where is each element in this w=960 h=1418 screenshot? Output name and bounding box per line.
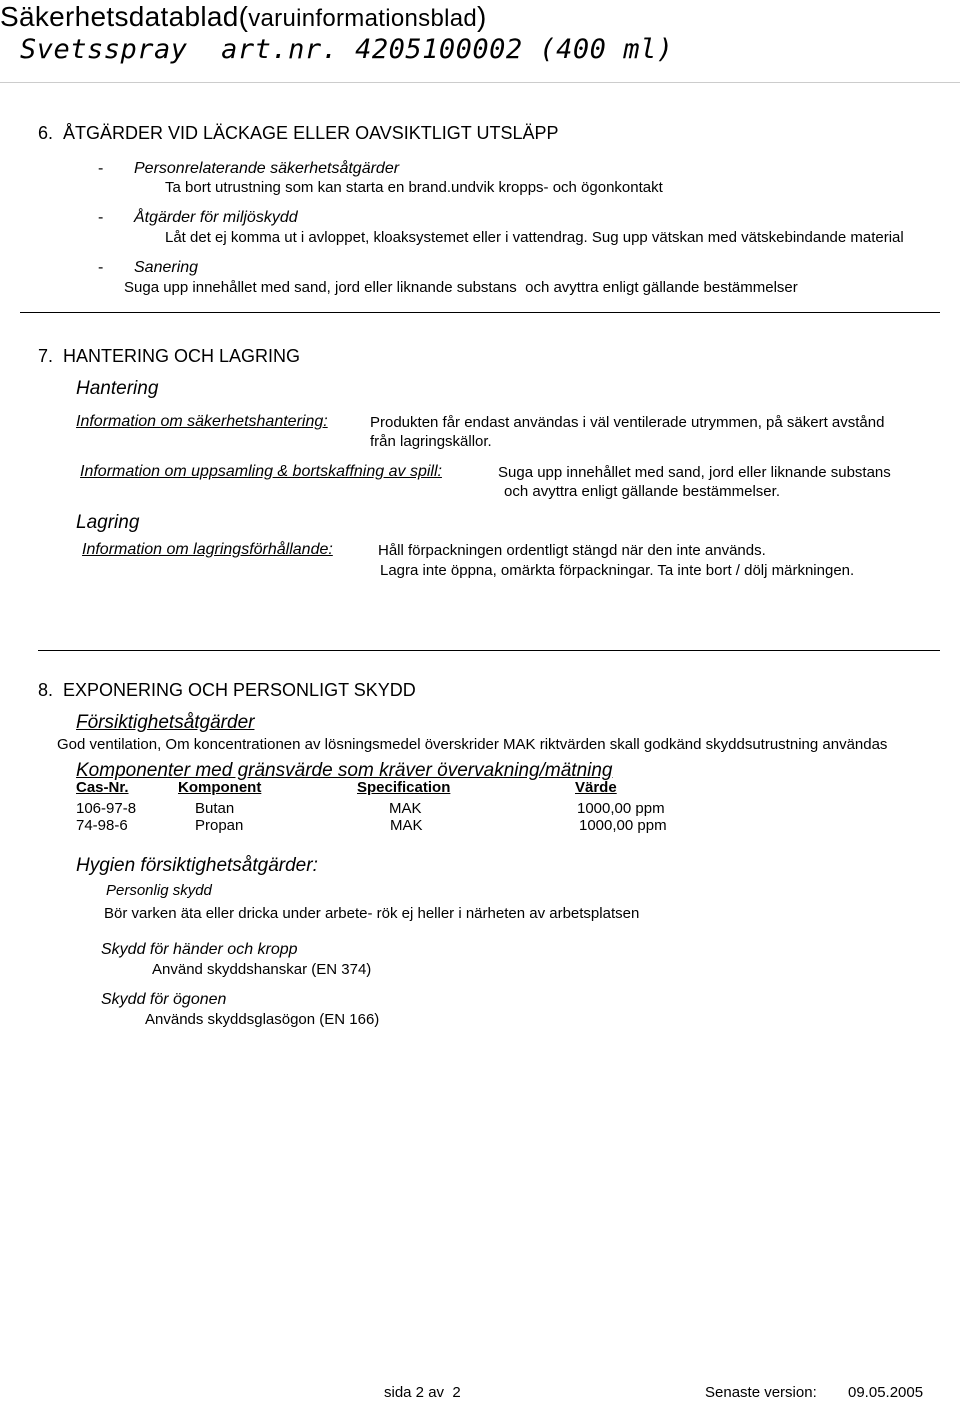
- info-storage-line2: Lagra inte öppna, omärkta förpackningar. Ta inte bort / dölj märkningen.: [380, 562, 855, 579]
- info-safety-label: Information om säkerhetshantering:: [76, 413, 328, 430]
- s6-item-3-label: [98, 259, 198, 277]
- section-6-divider: [20, 312, 940, 313]
- table-header-specification: Specification: [357, 779, 451, 796]
- s6-item-2-text: Låt det ej komma ut i avloppet, kloaksystemet eller i vattendrag. Sug upp vätskan med vätskebindande material: [165, 229, 904, 246]
- components-title: Komponenter med gränsvärde som kräver övervakning/mätning: [76, 760, 613, 781]
- table-row-2-spec: MAK: [390, 817, 423, 834]
- s6-item-1-text: Ta bort utrustning som kan starta en brand.undvik kropps- och ögonkontakt: [165, 179, 663, 196]
- document-title: [0, 0, 487, 36]
- s6-item-2-title: Åtgärder för miljöskydd: [134, 209, 298, 226]
- info-spill-label: Information om uppsamling & bortskaffning av spill:: [80, 463, 442, 480]
- hands-protection-text: Använd skyddshanskar (EN 374): [152, 961, 372, 978]
- s6-item-3-title: Sanering: [134, 259, 199, 276]
- personal-protection-text: Bör varken äta eller dricka under arbete- rök ej heller i närheten av arbetsplatsen: [104, 905, 640, 922]
- page-number: sida 2 av 2: [384, 1384, 461, 1401]
- s6-item-2-dash: -: [98, 209, 104, 226]
- lagring-title: Lagring: [76, 512, 140, 533]
- table-header-value: Värde: [575, 779, 617, 796]
- info-spill-line1: Suga upp innehållet med sand, jord eller liknande substans: [498, 464, 891, 481]
- hands-protection-label: Skydd för händer och kropp: [101, 941, 298, 958]
- section-7-divider: [38, 650, 940, 651]
- section-6-heading: 6. ÅTGÄRDER VID LÄCKAGE ELLER OAVSIKTLIGT UTSLÄPP: [38, 123, 559, 143]
- table-header-component: Komponent: [178, 779, 262, 796]
- info-storage-label: Information om lagringsförhållande:: [82, 541, 333, 558]
- table-row-1-spec: MAK: [389, 800, 422, 817]
- eye-protection-label: Skydd för ögonen: [101, 991, 227, 1008]
- personal-protection-label: Personlig skydd: [106, 882, 212, 899]
- section-7-heading: 7. HANTERING OCH LAGRING: [38, 346, 301, 366]
- s6-item-2-label: [98, 209, 298, 227]
- table-row-2-cas: 74-98-6: [76, 817, 128, 834]
- table-row-1-value: 1000,00 ppm: [577, 800, 665, 817]
- version-date: 09.05.2005: [848, 1384, 924, 1401]
- table-row-2-value: 1000,00 ppm: [579, 817, 667, 834]
- table-header-cas: Cas-Nr.: [76, 779, 129, 796]
- title-subtitle: varuinformationsblad: [248, 5, 478, 32]
- s6-item-3-dash: -: [98, 259, 104, 276]
- hygiene-title: Hygien försiktighetsåtgärder:: [76, 855, 318, 876]
- s6-item-1-label: [98, 160, 399, 178]
- version-label: Senaste version:: [705, 1384, 817, 1401]
- hantering-title: Hantering: [76, 378, 159, 399]
- product-line: Svetsspray art.nr. 4205100002 (400 ml): [20, 34, 674, 65]
- info-safety-line1: Produkten får endast användas i väl ventilerade utrymmen, på säkert avstånd: [370, 414, 885, 431]
- title-main: Säkerhetsdatablad(: [0, 1, 249, 32]
- info-safety-line2: från lagringskällor.: [370, 433, 492, 450]
- info-storage-line1: Håll förpackningen ordentligt stängd när den inte används.: [378, 542, 766, 559]
- s6-item-1-dash: -: [98, 160, 104, 177]
- title-close: ): [477, 1, 487, 32]
- eye-protection-text: Används skyddsglasögon (EN 166): [145, 1011, 380, 1028]
- s6-item-3-text: Suga upp innehållet med sand, jord eller liknande substans och avyttra enligt gällande bestämmelser: [124, 279, 798, 296]
- precautions-text: God ventilation, Om koncentrationen av lösningsmedel överskrider MAK riktvärden skall godkänd skyddsutrustning användas: [57, 736, 888, 753]
- s6-item-1-title: Personrelaterande säkerhetsåtgärder: [134, 160, 400, 177]
- table-row-1-cas: 106-97-8: [76, 800, 137, 817]
- header-divider: [0, 82, 960, 83]
- precautions-title: Försiktighetsåtgärder: [76, 712, 255, 733]
- table-row-2-component: Propan: [195, 817, 244, 834]
- section-8-heading: 8. EXPONERING OCH PERSONLIGT SKYDD: [38, 680, 416, 700]
- info-spill-line2: och avyttra enligt gällande bestämmelser.: [504, 483, 780, 500]
- table-row-1-component: Butan: [195, 800, 235, 817]
